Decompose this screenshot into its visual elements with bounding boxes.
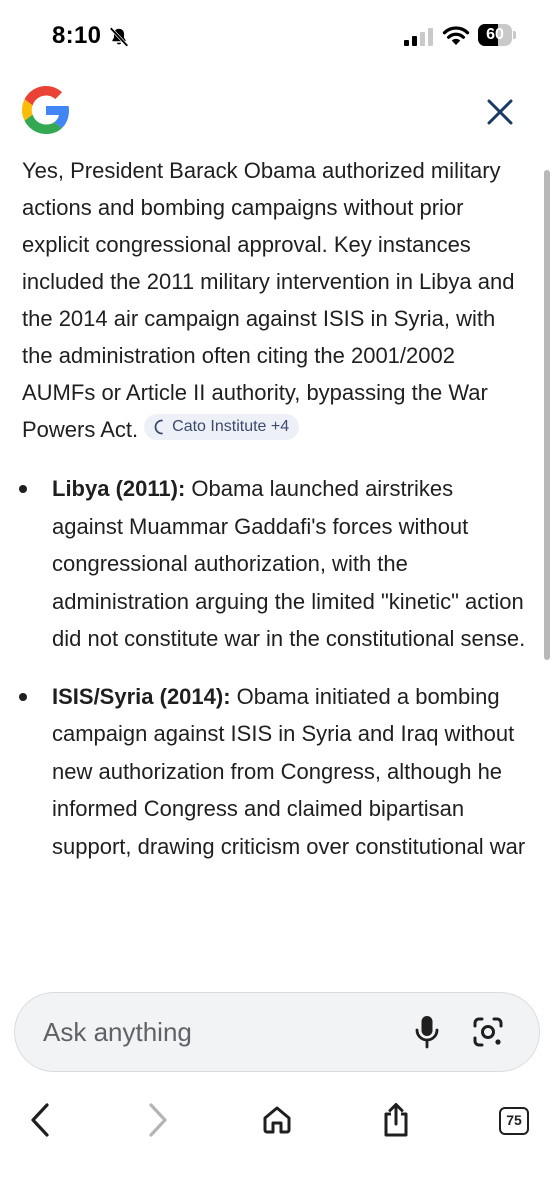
microphone-icon [414,1015,440,1049]
wifi-icon [442,24,470,46]
ai-answer [22,152,527,885]
mic-button[interactable] [409,1013,445,1051]
bullet-dot [19,485,27,493]
google-g-logo [22,86,70,134]
ask-bar [14,992,540,1072]
chevron-right-icon [148,1103,168,1137]
bullet-dot [19,693,27,701]
chevron-left-icon [30,1103,50,1137]
ask-input[interactable] [43,993,383,1071]
list-item: Libya (2011): Obama launched airstrikes against Muammar Gaddafi's forces without congressional authorization, with the administration arguing the limited "kinetic" action did not constitute war in the constitutional sense. [22,470,527,658]
browser-toolbar [0,1090,555,1160]
bell-slash-icon [108,26,130,48]
status-time: 8:10 [52,22,102,49]
tab-switcher-button[interactable]: 75 [499,1107,529,1135]
lens-button[interactable] [469,1013,507,1051]
source-loading-icon [152,419,166,435]
list-item: ISIS/Syria (2014): Obama initiated a bombing campaign against ISIS in Syria and Iraq without new authorization from Congress, although he informed Congress and claimed bipartisan support, drawing criticism over constitutional war [22,678,527,866]
battery-level: 60 [486,26,504,43]
close-button[interactable] [476,92,524,132]
share-button[interactable] [366,1090,426,1150]
forward-button[interactable] [128,1090,188,1150]
home-button[interactable] [247,1090,307,1150]
back-button[interactable] [10,1090,70,1150]
home-icon [262,1105,292,1135]
share-icon [381,1102,411,1138]
scrollbar[interactable] [544,170,550,660]
battery-indicator [478,24,518,46]
status-bar [0,0,555,70]
google-lens-icon [472,1016,504,1048]
close-icon [487,99,513,125]
source-chip-label: Cato Institute +4 [172,418,290,435]
answer-intro: Yes, President Barack Obama authorized military actions and bombing campaigns without prior explicit congressional approval. Key instances included the 2011 military intervention in Libya and the 2014 air campaign against ISIS in Syria, with the administration often citing the 2001/2002 AUMFs or Article II authority, bypassing the War Powers Act. Cato Institute +4 [22,158,515,442]
answer-bullet-list [22,470,527,865]
source-chip[interactable] [144,414,299,440]
cellular-signal-icon [404,28,434,46]
